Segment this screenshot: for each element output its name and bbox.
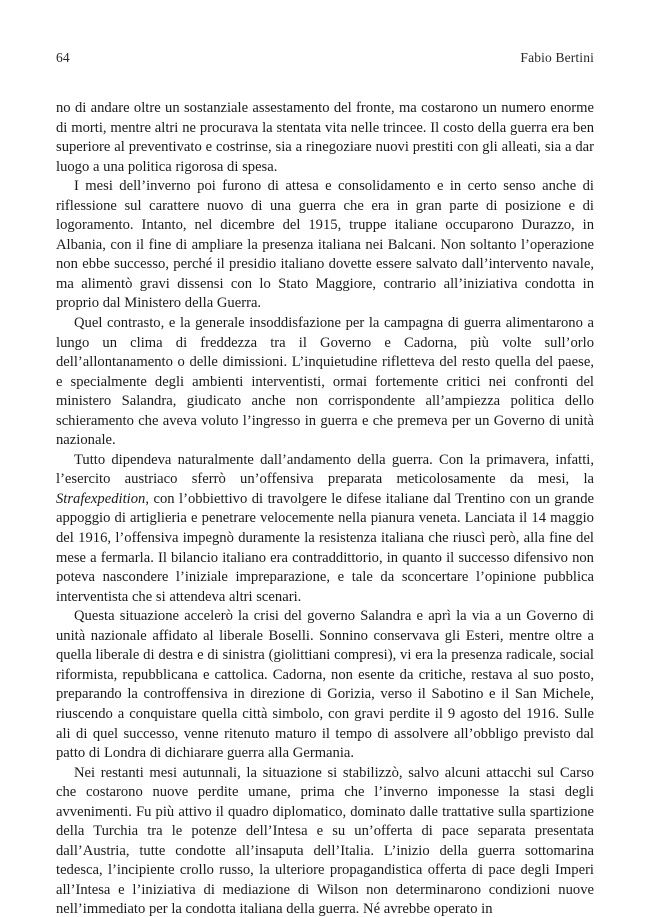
foreign-term-strafexpedition: Strafexpedition: [56, 490, 146, 507]
paragraph-1: no di andare oltre un sostanziale assestamento del fronte, ma costarono un numero enorme di morti, mentre altri ne procurava la stentata vita nelle trincee. Il costo della guerra era ben superiore al preventivato e costrinse, sia a rinegoziare nuovi prestiti con gli alleati, sia a dar luogo a una politica rigorosa di spesa.: [56, 100, 594, 175]
paragraph-4-part-1: Tutto dipendeva naturalmente dall’andamento della guerra. Con la primavera, infatti, l’esercito austriaco sferrò un’offensiva preparata meticolosamente da mesi, la: [56, 451, 594, 488]
paragraph-3: Quel contrasto, e la generale insoddisfazione per la campagna di guerra alimentarono a lungo un clima di freddezza tra il Governo e Cadorna, più volte sull’orlo dell’allontanamento o delle dimissioni. L’inquietudine rifletteva del resto quella del paese, e specialmente degli ambienti interventisti, ormai fortemente critici nei confronti del ministero Salandra, giudicato anche non corrispondente all’ampiezza politica dello schieramento che aveva voluto l’ingresso in guerra e che premeva per un Governo di unità nazionale.: [56, 315, 594, 449]
paragraph-4: [56, 451, 594, 607]
paragraph-5: Questa situazione accelerò la crisi del governo Salandra e aprì la via a un Governo di unità nazionale affidato al liberale Boselli. Sonnino conservava gli Esteri, mentre oltre a quella liberale di destra e di sinistra (giolittiani compresi), vi era la presenza radicale, social riformista, repubblicana e cattolica. Cadorna, non esente da critiche, restava al suo posto, preparando la controffensiva in direzione di Gorizia, verso il Sabotino e il San Michele, riuscendo a conquistare quella città simbolo, con gravi perdite il 9 agosto del 1916. Sulle ali di quel successo, venne ritenuto maturo il tempo di assolvere all’obbligo previsto dal patto di Londra di dichiarare guerra alla Germania.: [56, 608, 594, 762]
paragraph-4-part-2: , con l’obbiettivo di travolgere le difese italiane dal Trentino con un grande appoggio di artiglieria e penetrare velocemente nella pianura veneta. Lanciata il 14 maggio del 1916, l’offensiva impegnò duramente la resistenza italiana che riuscì però, alla fine del mese a fermarla. Il bilancio italiano era contraddittorio, in quanto il successo difensivo non poteva nascondere l’iniziale impreparazione, e tale da sconcertare l’opinione pubblica interventista che si attendeva altri scenari.: [56, 490, 594, 605]
paragraph-6: Nei restanti mesi autunnali, la situazione si stabilizzò, salvo alcuni attacchi sul Carso che costarono nuove perdite umane, prima che l’inverno imponesse la stasi degli avvenimenti. Fu più attivo il quadro diplomatico, dominato dalle trattative sulla spartizione della Turchia tra le potenze dell’Intesa e su un’offerta di pace separata presentata dall’Austria, tutte condotte all’insaputa dell’Italia. L’inizio della guerra sottomarina tedesca, l’incipiente crollo russo, la ulteriore propagandistica offerta di pace degli Imperi all’Intesa e l’iniziativa di mediazione di Wilson non determinarono condizioni nuove nell’immediato per la condotta italiana della guerra. Né avrebbe operato in: [56, 764, 594, 917]
page-number: 64: [56, 50, 70, 65]
paragraph-2: I mesi dell’inverno poi furono di attesa e consolidamento e in certo senso anche di riflessione sul carattere nuovo di una guerra che era in gran parte di posizione e di logoramento. Intanto, nel dicembre del 1915, truppe italiane occuparono Durazzo, in Albania, con il fine di ampliare la presenza italiana nei Balcani. Non soltanto l’operazione non ebbe successo, perché il presidio italiano dovette essere salvato dall’intervento navale, ma alimentò gravi dissensi con lo Stato Maggiore, contrario all’iniziativa condotta in proprio dal Ministero della Guerra.: [56, 178, 594, 312]
body-text: [56, 99, 594, 917]
running-head-author: Fabio Bertini: [520, 50, 594, 65]
running-head: [56, 48, 594, 68]
